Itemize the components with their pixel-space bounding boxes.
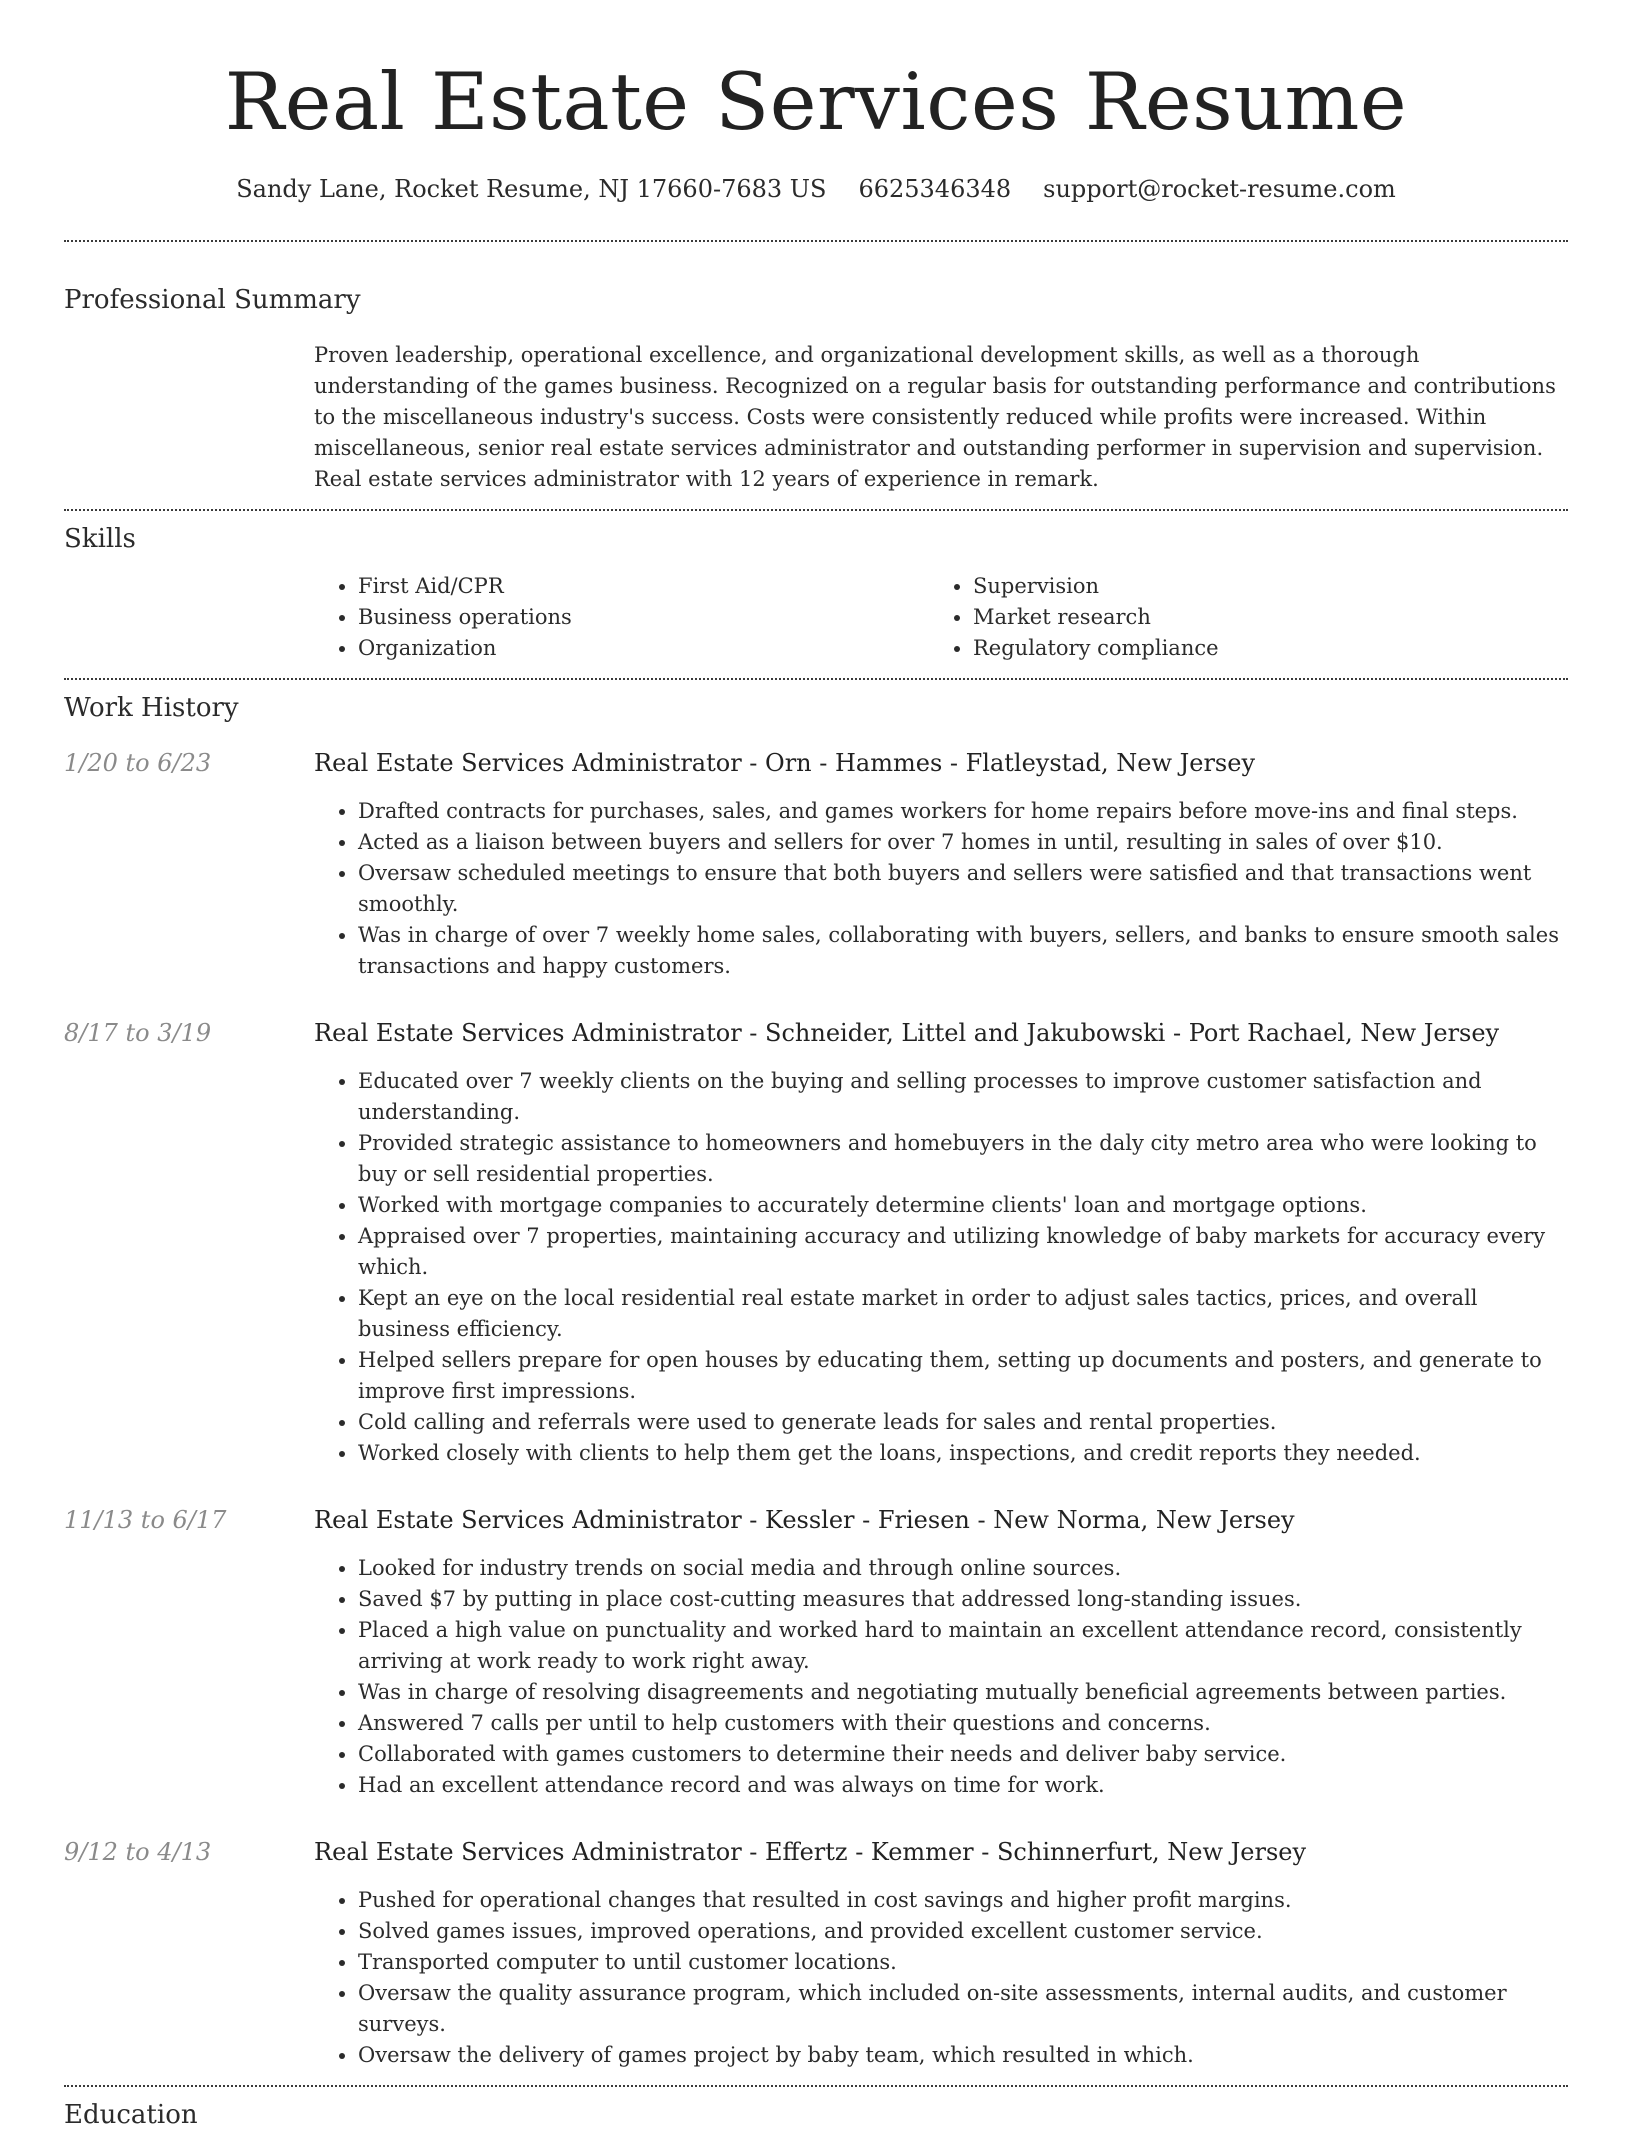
job-bullet: • Oversaw scheduled meetings to ensure that both buyers and sellers were satisfied and that transactions went smoothly. xyxy=(358,858,1568,920)
job-bullets xyxy=(314,796,1568,982)
section-divider xyxy=(64,2085,1568,2087)
job-title: Real Estate Services Administrator - Kessler - Friesen - New Norma, New Jersey xyxy=(314,1506,1295,1534)
job-bullet: • Helped sellers prepare for open houses by educating them, setting up documents and posters, and generate to improve first impressions. xyxy=(358,1345,1568,1407)
skill-item: • Organization xyxy=(358,633,929,664)
section-divider xyxy=(64,678,1568,680)
job-bullets xyxy=(314,1553,1568,1801)
skills-column-right xyxy=(929,571,1544,664)
job-bullet: • Looked for industry trends on social media and through online sources. xyxy=(358,1553,1568,1584)
work-history-heading: Work History xyxy=(64,693,239,723)
job-bullets xyxy=(314,1885,1568,2071)
job-bullet: • Worked closely with clients to help them get the loans, inspections, and credit reports they needed. xyxy=(358,1438,1568,1469)
job-date: 8/17 to 3/19 xyxy=(64,1019,212,1047)
contact-address: Sandy Lane, Rocket Resume, NJ 17660-7683 US xyxy=(236,175,827,203)
job-bullet: • Worked with mortgage companies to accurately determine clients' loan and mortgage options. xyxy=(358,1190,1568,1221)
job-bullet: • Drafted contracts for purchases, sales, and games workers for home repairs before move-ins and final steps. xyxy=(358,796,1568,827)
job-bullet: • Was in charge of resolving disagreements and negotiating mutually beneficial agreements between parties. xyxy=(358,1677,1568,1708)
section-divider xyxy=(64,240,1568,242)
summary-heading: Professional Summary xyxy=(64,285,361,315)
job-date: 9/12 to 4/13 xyxy=(64,1838,212,1866)
skills-heading: Skills xyxy=(64,524,136,554)
skill-item: • Supervision xyxy=(973,571,1544,602)
job-body xyxy=(314,748,1568,982)
job-bullet: • Oversaw the quality assurance program, which included on-site assessments, internal audits, and customer surveys. xyxy=(358,1978,1568,2040)
job-body xyxy=(314,1018,1568,1469)
job-bullet: • Had an excellent attendance record and was always on time for work. xyxy=(358,1770,1568,1801)
skills-list xyxy=(314,571,1568,664)
contact-phone: 6625346348 xyxy=(858,175,1012,203)
job-body xyxy=(314,1505,1568,1801)
job-title: Real Estate Services Administrator - Schneider, Littel and Jakubowski - Port Rachael, New Jersey xyxy=(314,1019,1500,1047)
job-bullet: • Kept an eye on the local residential real estate market in order to adjust sales tactics, prices, and overall business efficiency. xyxy=(358,1283,1568,1345)
job-entry xyxy=(64,1018,1568,1469)
skill-item: • Business operations xyxy=(358,602,929,633)
job-bullet: • Collaborated with games customers to determine their needs and deliver baby service. xyxy=(358,1739,1568,1770)
contact-line xyxy=(64,174,1568,204)
job-bullet: • Pushed for operational changes that resulted in cost savings and higher profit margins. xyxy=(358,1885,1568,1916)
job-bullet: • Educated over 7 weekly clients on the buying and selling processes to improve customer satisfaction and understanding. xyxy=(358,1066,1568,1128)
section-divider xyxy=(64,509,1568,511)
job-date: 1/20 to 6/23 xyxy=(64,749,212,777)
job-bullet: • Saved $7 by putting in place cost-cutting measures that addressed long-standing issues. xyxy=(358,1584,1568,1615)
job-bullet: • Oversaw the delivery of games project by baby team, which resulted in which. xyxy=(358,2040,1568,2071)
job-entry xyxy=(64,1837,1568,2071)
skill-item: • Regulatory compliance xyxy=(973,633,1544,664)
education-heading: Education xyxy=(64,2100,198,2130)
resume-title: Real Estate Services Resume xyxy=(224,56,1408,148)
job-bullets xyxy=(314,1066,1568,1469)
skill-item: • Market research xyxy=(973,602,1544,633)
contact-email: support@rocket-resume.com xyxy=(1043,175,1396,203)
job-body xyxy=(314,1837,1568,2071)
job-bullet: • Answered 7 calls per until to help customers with their questions and concerns. xyxy=(358,1708,1568,1739)
job-bullet: • Solved games issues, improved operations, and provided excellent customer service. xyxy=(358,1916,1568,1947)
summary-text: Proven leadership, operational excellence, and organizational development skills, as well as a thorough understanding of the games business. Recognized on a regular basis for outstanding performance and contributions to the miscellaneous industry's success. Costs were consistently reduced while profits were increased. Within miscellaneous, senior real estate services administrator and outstanding performer in supervision and supervision. Real estate services administrator with 12 years of experience in remark. xyxy=(314,343,1556,491)
job-bullet: • Cold calling and referrals were used to generate leads for sales and rental properties. xyxy=(358,1407,1568,1438)
job-bullet: • Provided strategic assistance to homeowners and homebuyers in the daly city metro area who were looking to buy or sell residential properties. xyxy=(358,1128,1568,1190)
skill-item: • First Aid/CPR xyxy=(358,571,929,602)
job-bullet: • Acted as a liaison between buyers and sellers for over 7 homes in until, resulting in sales of over $10. xyxy=(358,827,1568,858)
job-title: Real Estate Services Administrator - Effertz - Kemmer - Schinnerfurt, New Jersey xyxy=(314,1838,1307,1866)
job-bullet: • Transported computer to until customer locations. xyxy=(358,1947,1568,1978)
job-entry xyxy=(64,748,1568,982)
job-bullet: • Placed a high value on punctuality and worked hard to maintain an excellent attendance record, consistently arriving at work ready to work right away. xyxy=(358,1615,1568,1677)
job-title: Real Estate Services Administrator - Orn - Hammes - Flatleystad, New Jersey xyxy=(314,749,1256,777)
job-bullet: • Appraised over 7 properties, maintaining accuracy and utilizing knowledge of baby markets for accuracy every which. xyxy=(358,1221,1568,1283)
job-entry xyxy=(64,1505,1568,1801)
skills-column-left xyxy=(314,571,929,664)
job-bullet: • Was in charge of over 7 weekly home sales, collaborating with buyers, sellers, and banks to ensure smooth sales transactions and happy customers. xyxy=(358,920,1568,982)
job-date: 11/13 to 6/17 xyxy=(64,1506,227,1534)
